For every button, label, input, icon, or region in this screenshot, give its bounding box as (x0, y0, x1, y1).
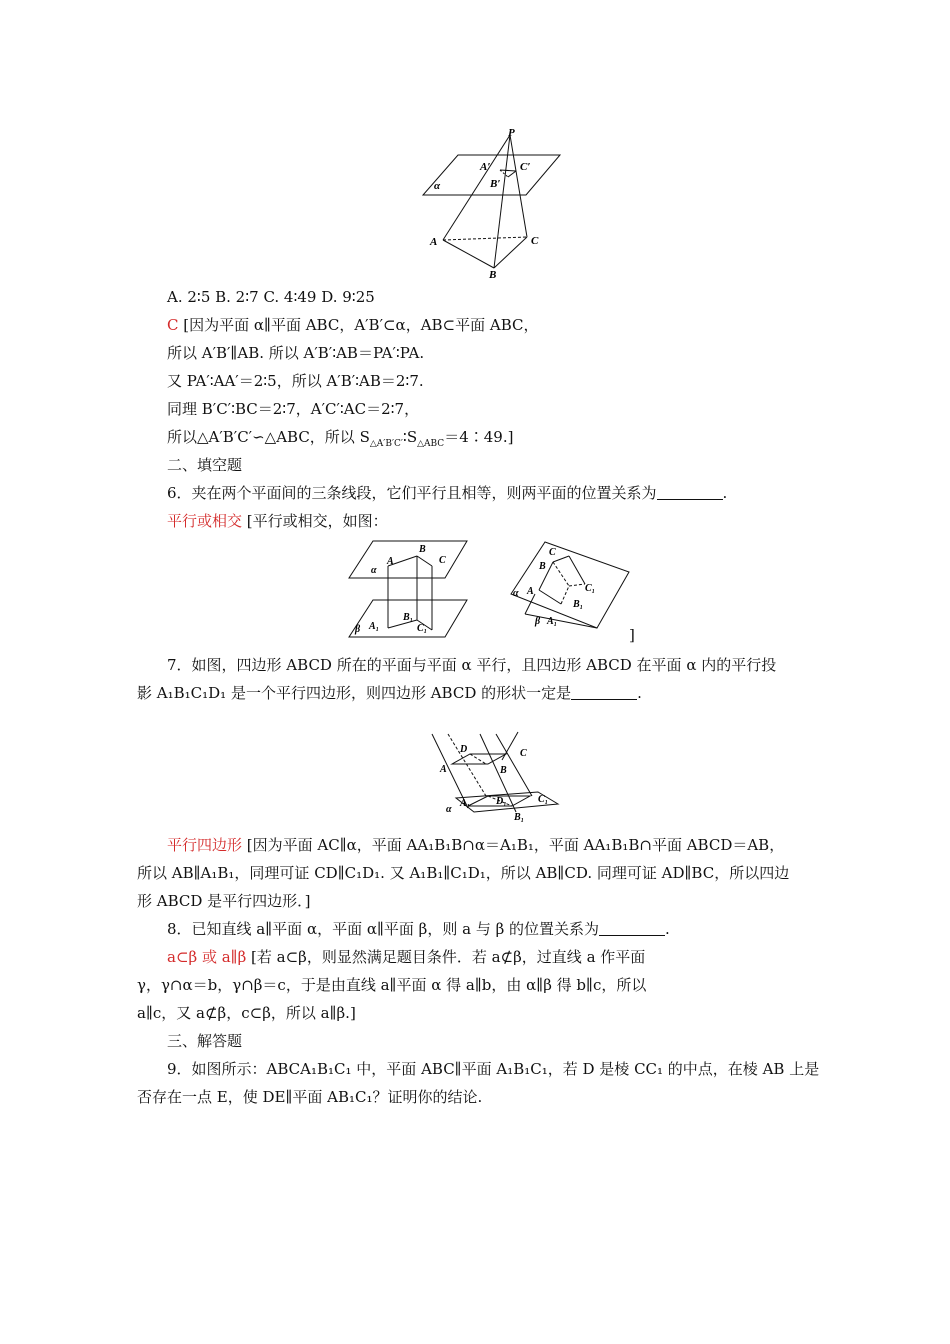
fig1-label-alpha: α (434, 180, 441, 192)
q5-exp5sub1: △A′B′C′ (369, 439, 403, 449)
q6-explanation: [平行或相交，如图： (246, 512, 388, 530)
fig3-label-C: C (549, 547, 556, 558)
q5-answer: C (167, 316, 179, 334)
fig2-label-beta: β (355, 624, 361, 635)
fig2-label-B: B (419, 544, 426, 555)
q8-answer-blank (599, 921, 665, 936)
q7-answer: 平行四边形 (167, 836, 243, 854)
q6-stem-end: . (722, 484, 728, 502)
fig1-label-C: C (531, 235, 539, 247)
q5-exp5a: 所以△A′B′C′∽△ABC，所以 S (167, 428, 370, 446)
fig1-label-A-prime: A′ (480, 161, 491, 173)
q5-exp5b: ∶S (402, 428, 418, 446)
intersecting-planes-figure (505, 538, 633, 633)
q7-exp1: [因为平面 AC∥α，平面 AA₁B₁B∩α＝A₁B₁，平面 AA₁B₁B∩平面 ABCD＝AB， (246, 836, 785, 854)
fig4-label-A: A (440, 764, 447, 775)
fig2-label-C1: C₁ (417, 623, 428, 634)
pyramid-plane-figure (420, 125, 565, 280)
fig3-label-C1: C₁ (585, 583, 596, 594)
q7-explanation-line3: 形 ABCD 是平行四边形．] (137, 892, 311, 910)
q7-explanation-line2: 所以 AB∥A₁B₁，同理可证 CD∥C₁D₁. 又 A₁B₁∥C₁D₁，所以 AB∥CD. 同理可证 AD∥BC，所以四边 (137, 864, 790, 882)
q8-explanation-line2: γ，γ∩α＝b，γ∩β＝c，于是由直线 a∥平面 α 得 a∥b，由 α∥β 得 b∥c，所以 (137, 976, 647, 994)
fig3-label-alpha: α (513, 588, 519, 599)
q6-answer: 平行或相交 (167, 512, 243, 530)
q8-exp1: [若 a⊂β，则显然满足题目条件．若 a⊄β，过直线 a 作平面 (251, 948, 646, 966)
q5-explanation-line2: 所以 A′B′∥AB. 所以 A′B′∶AB＝PA′∶PA. (167, 344, 425, 362)
q6-stem-text: 6．夹在两个平面间的三条线段，它们平行且相等，则两平面的位置关系为 (167, 484, 657, 502)
fig3-label-beta: β (535, 616, 541, 627)
q8-stem-text: 8．已知直线 a∥平面 α，平面 α∥平面 β，则 a 与 β 的位置关系为 (167, 920, 600, 938)
fig4-label-C1: C₁ (538, 794, 549, 805)
q7-stem-line1: 7．如图，四边形 ABCD 所在的平面与平面 α 平行，且四边形 ABCD 在平面 α 内的平行投 (167, 656, 777, 674)
q5-exp1: [因为平面 α∥平面 ABC，A′B′⊂α，AB⊂平面 ABC， (183, 316, 539, 334)
q5-explanation-line3: 又 PA′∶AA′＝2∶5，所以 A′B′∶AB＝2∶7. (167, 372, 424, 390)
fig4-label-D1: D₁ (496, 796, 507, 807)
q9-stem-line1: 9．如图所示：ABCA₁B₁C₁ 中，平面 ABC∥平面 A₁B₁C₁，若 D 是棱 CC₁ 的中点，在棱 AB 上是 (167, 1060, 820, 1078)
fig1-label-C-prime: C′ (520, 161, 531, 173)
q7-stem-end: . (637, 684, 642, 702)
q8-stem-end: . (665, 920, 670, 938)
fig2-label-A1: A₁ (369, 621, 380, 632)
q7-stem-line2 (137, 683, 817, 703)
q6-explanation-close: ] (629, 626, 635, 644)
q5-explanation-line1 (167, 315, 539, 335)
fig2-label-C: C (439, 555, 446, 566)
fig3-label-B1: B₁ (573, 599, 584, 610)
q7-answer-blank (571, 685, 637, 700)
q5-explanation-line5 (167, 427, 513, 454)
fig3-label-B: B (539, 561, 546, 572)
fig1-label-A: A (430, 236, 438, 248)
parallelogram-projection-figure (430, 730, 565, 825)
q6-stem (167, 483, 727, 503)
q8-answer-line (167, 947, 645, 967)
section-heading-solutions: 三、解答题 (167, 1032, 243, 1050)
q5-exp5c: ＝4∶49.] (444, 428, 514, 446)
fig4-label-D: D (460, 744, 468, 755)
fig2-label-B1: B₁ (403, 612, 414, 623)
q5-exp5sub2: △ABC (417, 439, 445, 449)
q7-answer-line (167, 835, 784, 855)
fig2-label-A: A (387, 556, 394, 567)
section-heading-fill-in: 二、填空题 (167, 456, 243, 474)
q8-answer: a⊂β 或 a∥β (167, 948, 247, 966)
fig3-label-A: A (527, 586, 534, 597)
q8-explanation-line3: a∥c，又 a⊄β，c⊂β，所以 a∥β.] (137, 1004, 356, 1022)
fig4-label-alpha: α (446, 804, 452, 815)
q6-answer-blank (657, 485, 723, 500)
fig2-label-alpha: α (371, 565, 377, 576)
parallel-planes-figure (345, 538, 470, 643)
q9-stem-line2: 否存在一点 E，使 DE∥平面 AB₁C₁？证明你的结论. (137, 1088, 483, 1106)
fig4-label-B1: B₁ (514, 812, 525, 823)
q5-explanation-line4: 同理 B′C′∶BC＝2∶7，A′C′∶AC＝2∶7， (167, 400, 420, 418)
fig4-label-C: C (520, 748, 527, 759)
q5-options: A. 2∶5 B. 2∶7 C. 4∶49 D. 9∶25 (167, 288, 375, 306)
fig3-label-A1: A₁ (547, 616, 558, 627)
fig4-label-B: B (500, 765, 507, 776)
fig1-label-P: P (508, 127, 515, 139)
fig1-label-B: B (489, 269, 497, 280)
q6-answer-line (167, 511, 388, 531)
fig1-label-B-prime: B′ (490, 178, 501, 190)
fig4-label-A1: A₁ (460, 798, 471, 809)
q8-stem (167, 919, 670, 939)
q7-stem-text: 影 A₁B₁C₁D₁ 是一个平行四边形，则四边形 ABCD 的形状一定是 (137, 684, 572, 702)
